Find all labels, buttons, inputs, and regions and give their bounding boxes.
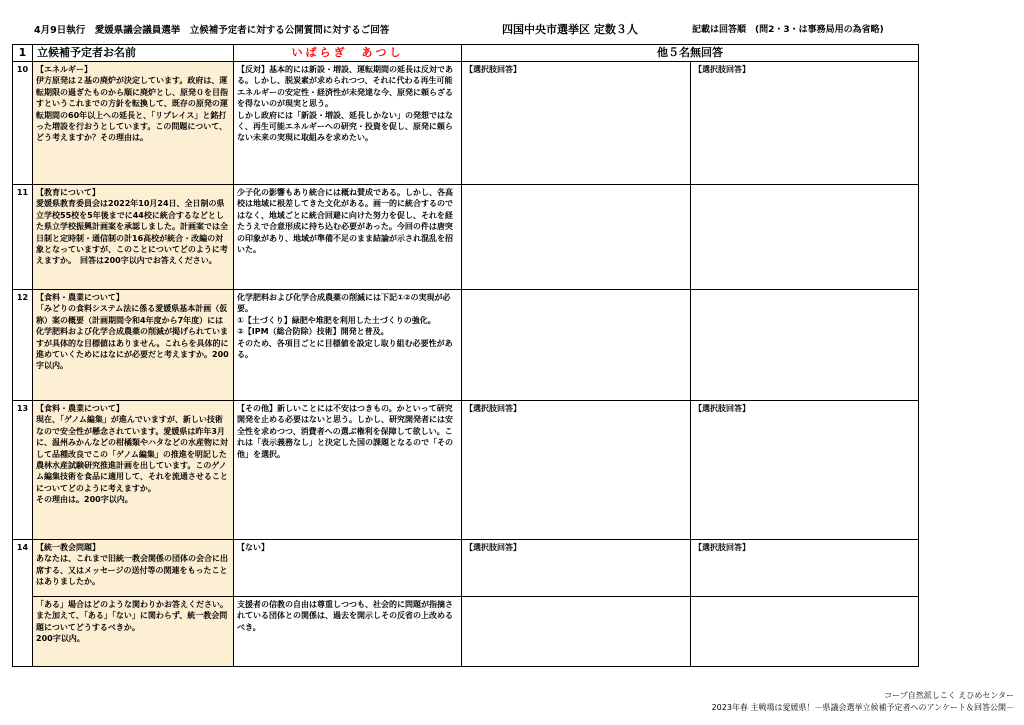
row-number: 10 [13, 62, 33, 185]
other-answer: 【選択肢回答】 [462, 62, 691, 185]
other-answer: 【選択肢回答】 [691, 401, 919, 540]
other-answer [691, 185, 919, 290]
other-answer [462, 290, 691, 401]
question-cell [33, 401, 234, 540]
other-answer [462, 185, 691, 290]
other-answer [691, 597, 919, 667]
table-row [13, 62, 919, 185]
table-row [13, 290, 919, 401]
table-header-row [13, 45, 919, 62]
answer-table [12, 44, 919, 667]
question-text: 伊方原発は２基の廃炉が決定しています。政府は、運転期限の過ぎたものから順に廃炉とし、原発０を目指すというこれまでの方針を転換して、既存の原発の運転期間の60年以上への延長と、「リプレイス」と銘打った増設を行おうとしています。この問題について、どう考えますか？その理由は。 [36, 76, 228, 143]
question-text: あなたは、これまで旧統一教会関係の団体の会合に出席する、又はメッセージの送付等の関連をもったことはありましたか。 [36, 554, 228, 587]
other-answer [462, 597, 691, 667]
question-cell [33, 62, 234, 185]
footer-caption: 2023年春 主戦場は愛媛県！－県議会選挙立候補予定者へのアンケート＆回答公開－ [711, 703, 1014, 712]
question-cell [33, 185, 234, 290]
table-row [13, 597, 919, 667]
row-number: 12 [13, 290, 33, 401]
table-row [13, 401, 919, 540]
order-note: 記載は回答順 (問2・3・は事務局用の為省略) [692, 25, 884, 35]
other-answer: 【選択肢回答】 [691, 540, 919, 597]
question-title: 【食料・農業について】 [36, 293, 124, 302]
table-row [13, 185, 919, 290]
question-title: 【統一教会問題】 [36, 543, 100, 552]
question-text: 「みどりの食料システム法に係る愛媛県基本計画（仮称）案の概要（計画期間令和4年度から7年度）には化学肥料および化学合成農薬の削減が掲げられていますが具体的な目標値はありません。これらを具体的に進めていくためにはなにが必要だと考えますか。200字以内。 [36, 304, 229, 371]
table-row [13, 540, 919, 597]
question-text: 現在、「ゲノム編集」が進んでいますが、新しい技術なので安全性が懸念されています。愛媛県は昨年3月に、温州みかんなどの柑橘類やハタなどの水産物に対して品種改良でこの「ゲノム編集」の推進を明記した農林水産試験研究推進計画を出しています。このゲノム編集技術を食品に適用して、それを流通させることについてどのように考えますか。 その理由は。200字以内。 [36, 415, 228, 505]
row-number: 1 [13, 45, 33, 62]
document-title: 4月9日執行 愛媛県議会議員選挙 立候補予定者に対する公開質問に対するご回答 [34, 25, 390, 36]
other-answer: 【選択肢回答】 [691, 62, 919, 185]
other-answer: 【選択肢回答】 [462, 401, 691, 540]
question-text: 愛媛県教育委員会は2022年10月24日、全日制の県立学校55校を5年後までに44校に統合するなどとした県立学校振興計画案を承認しました。計画案では全日制と定時制・通信制の計16高校が統合・改編の対象となっていますが、このことについてどのように考えますか。 回答は200字以内でお答えください。 [36, 199, 228, 266]
row-number: 14 [13, 540, 33, 667]
question-title: 【食料・農業について】 [36, 404, 124, 413]
row-number: 13 [13, 401, 33, 540]
question-cell [33, 597, 234, 667]
name-label: 立候補予定者お名前 [33, 45, 234, 62]
other-answer [691, 290, 919, 401]
candidate-answer: 支援者の信教の自由は尊重しつつも、社会的に問題が指摘されている団体との関係は、過去を開示しその反省の上改めるべき。 [234, 597, 462, 667]
footer-organization: コープ自然派しこく えひめセンター [884, 691, 1014, 700]
district-label: 四国中央市選挙区 定数３人 [502, 23, 638, 36]
question-cell [33, 540, 234, 597]
question-text: 「ある」場合はどのような関わりかお答えください。 また加えて、「ある」「ない」に関わらず、統一教会問題についてどうするべきか。 200字以内。 [36, 600, 228, 644]
candidate-answer: 化学肥料および化学合成農薬の削減には下記①②の実現が必要。 ①【土づくり】緑肥や堆肥を利用した土づくりの強化。 ②【IPM（総合防除）技術】開発と普及。 そのため、各項目ごとに目標値を設定し取り組む必要性がある。 [234, 290, 462, 401]
others-note: 他５名無回答 [462, 45, 919, 62]
question-title: 【教育について】 [36, 188, 100, 197]
candidate-answer: 【反対】基本的には新設・増設、運転期間の延長は反対である。しかし、脱炭素が求められつつ、それに代わる再生可能エネルギーの安定性・経済性が未発達な今、原発に頼らざるを得ないのが現実と思う。 しかし政府には「新設・増設、延長しかない」の発想ではなく、再生可能エネルギーへの研究・投資を促し、原発に頼らない未来の実現に取組みを求めたい。 [234, 62, 462, 185]
candidate-answer: 【ない】 [234, 540, 462, 597]
question-cell [33, 290, 234, 401]
row-number: 11 [13, 185, 33, 290]
other-answer: 【選択肢回答】 [462, 540, 691, 597]
question-title: 【エネルギー】 [36, 65, 92, 74]
candidate-answer: 【その他】新しいことには不安はつきもの。かといって研究開発を止める必要はないと思う。しかし、研究開発者には安全性を求めつつ、消費者への選ぶ権利を保障して欲しい。これは「表示義務なし」と決定した国の課題となるので「その他」を選択。 [234, 401, 462, 540]
candidate-name: いばらぎ あつし [234, 45, 462, 62]
candidate-answer: 少子化の影響もあり統合には概ね賛成である。しかし、各高校は地域に根差してきた文化がある。画一的に統合するのではなく、地域ごとに統合回避に向けた努力を促し、それを経たうえで合意形成に持ち込む必要があった。今回の件は唐突の印象があり、地域が準備不足のまま結論が示され混乱を招いた。 [234, 185, 462, 290]
